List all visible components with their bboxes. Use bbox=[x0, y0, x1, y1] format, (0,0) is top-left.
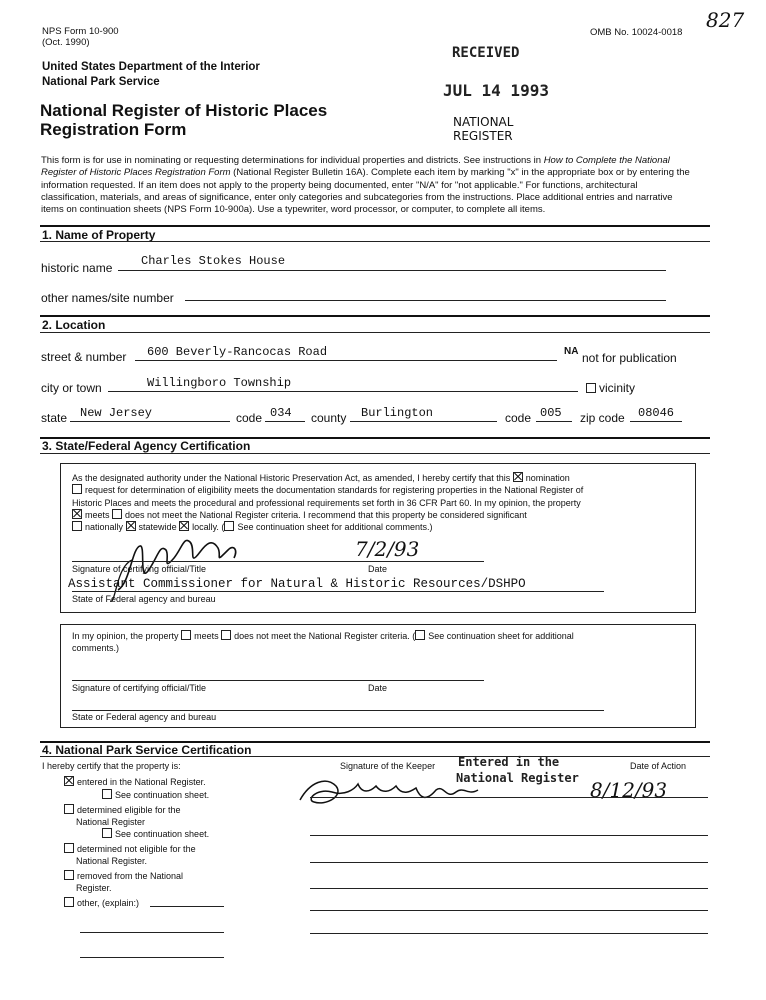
received-date-stamp: JUL 14 1993 bbox=[443, 81, 549, 100]
option-eligible-line-2: National Register bbox=[76, 817, 146, 827]
vicinity-option[interactable]: vicinity bbox=[586, 381, 635, 395]
option-removed-line-2: Register. bbox=[76, 883, 112, 893]
cert-line-4: meets does not meet the National Register criteria. I recommend that this property be considered significant bbox=[72, 509, 527, 521]
eligible-checkbox[interactable] bbox=[64, 804, 74, 814]
opinion-continuation-checkbox[interactable] bbox=[415, 630, 425, 640]
does-not-meet-checkbox[interactable] bbox=[112, 509, 122, 519]
entered-stamp-line-1: Entered in the bbox=[458, 755, 560, 769]
cert-line-3: Historic Places and meets the procedural and professional requirements set forth in 36 CFR Part 60. In my opinion, the property bbox=[72, 498, 581, 508]
section-2-heading: 2. Location bbox=[42, 318, 106, 332]
not-for-publication-label: not for publication bbox=[582, 351, 677, 365]
option-other[interactable]: other, (explain:) bbox=[64, 897, 139, 909]
form-number: NPS Form 10-900 bbox=[42, 26, 119, 37]
service: National Park Service bbox=[42, 76, 160, 88]
keeper-label: Signature of the Keeper bbox=[340, 761, 436, 771]
instructions-paragraph: This form is for use in nominating or requesting determinations for individual properties and districts. See instructions in How to Complete the National Register of Historic Places Registration Form (National Register Bulletin 16A). Complete each item by marking "x" in the appropriate box or by entering the information requested. If an item does not apply to the property being documented, enter "N/A" for "not applicable." For functions, architectural classification, materials, and areas of significance, enter only categories and subcategories from the instructions. Place additional entries and narrative items on continuation sheets (NPS Form 10-900a). Use a typewriter, word processor, or computer, to complete all items. bbox=[41, 155, 690, 216]
page-subtitle: Registration Form bbox=[40, 120, 187, 139]
city-label: city or town bbox=[41, 381, 102, 395]
stamp-national: NATIONAL bbox=[453, 115, 514, 129]
county-code-value[interactable]: 005 bbox=[540, 406, 562, 420]
continuation-1-checkbox[interactable] bbox=[102, 789, 112, 799]
city-value[interactable]: Willingboro Township bbox=[147, 376, 292, 390]
nomination-checkbox[interactable] bbox=[513, 472, 523, 482]
option-not-eligible-line-2: National Register. bbox=[76, 856, 148, 866]
opinion-line-1: In my opinion, the property meets does not meet the National Register criteria. ( See continuation sheet for additional bbox=[72, 631, 574, 641]
county-code-label: code bbox=[505, 411, 532, 425]
street-label: street & number bbox=[41, 350, 127, 364]
historic-name-value[interactable]: Charles Stokes House bbox=[141, 254, 286, 268]
signature-2-label: Signature of certifying official/Title bbox=[72, 683, 207, 693]
state-code-value[interactable]: 034 bbox=[270, 406, 292, 420]
certify-label: I hereby certify that the property is: bbox=[42, 761, 181, 771]
street-value[interactable]: 600 Beverly-Rancocas Road bbox=[147, 345, 328, 359]
historic-name-label: historic name bbox=[41, 261, 113, 275]
request-checkbox[interactable] bbox=[72, 484, 82, 494]
agency-value[interactable]: Assistant Commissioner for Natural & Historic Resources/DSHPO bbox=[68, 577, 526, 591]
opinion-line-2: comments.) bbox=[72, 643, 120, 653]
agency-2-label: State or Federal agency and bureau bbox=[72, 712, 217, 722]
form-date: (Oct. 1990) bbox=[42, 37, 90, 48]
option-removed[interactable]: removed from the National bbox=[64, 870, 183, 882]
zip-label: zip code bbox=[580, 411, 625, 425]
cert-line-1: As the designated authority under the National Historic Preservation Act, as amended, I hereby certify that this nomination bbox=[72, 473, 570, 483]
removed-checkbox[interactable] bbox=[64, 870, 74, 880]
option-not-eligible[interactable]: determined not eligible for the bbox=[64, 843, 196, 855]
section-1-heading: 1. Name of Property bbox=[42, 228, 156, 242]
date-label: Date bbox=[368, 564, 388, 574]
stamp-register: REGISTER bbox=[453, 129, 513, 143]
entered-stamp-line-2: National Register bbox=[456, 771, 579, 785]
vicinity-checkbox[interactable] bbox=[586, 383, 596, 393]
keeper-date: 8/12/93 bbox=[590, 778, 668, 802]
agency-label: State of Federal agency and bureau bbox=[72, 594, 216, 604]
opinion-does-not-meet-checkbox[interactable] bbox=[221, 630, 231, 640]
keeper-signature bbox=[296, 772, 496, 812]
county-label: county bbox=[311, 411, 347, 425]
section-4-heading: 4. National Park Service Certification bbox=[42, 743, 252, 757]
option-entered[interactable]: entered in the National Register. bbox=[64, 776, 206, 788]
signature-label: Signature of certifying official/Title bbox=[72, 564, 207, 574]
meets-checkbox[interactable] bbox=[72, 509, 82, 519]
page-title: National Register of Historic Places bbox=[40, 101, 328, 120]
omb-number: OMB No. 10024-0018 bbox=[590, 27, 683, 38]
nationally-checkbox[interactable] bbox=[72, 521, 82, 531]
na-mark: NA bbox=[564, 346, 579, 357]
option-continuation-2[interactable]: See continuation sheet. bbox=[102, 828, 209, 840]
other-names-label: other names/site number bbox=[41, 291, 174, 305]
handwritten-number: 827 bbox=[706, 8, 745, 32]
entered-checkbox[interactable] bbox=[64, 776, 74, 786]
not-eligible-checkbox[interactable] bbox=[64, 843, 74, 853]
cert-line-5: nationally statewide locally. ( See continuation sheet for additional comments.) bbox=[72, 521, 433, 533]
county-value[interactable]: Burlington bbox=[361, 406, 434, 420]
date-of-action-label: Date of Action bbox=[630, 761, 687, 771]
date-2-label: Date bbox=[368, 683, 388, 693]
opinion-meets-checkbox[interactable] bbox=[181, 630, 191, 640]
section-3-heading: 3. State/Federal Agency Certification bbox=[42, 439, 251, 453]
continuation-2-checkbox[interactable] bbox=[102, 828, 112, 838]
state-code-label: code bbox=[236, 411, 263, 425]
zip-value[interactable]: 08046 bbox=[638, 406, 675, 420]
cert-line-2: request for determination of eligibility meets the documentation standards for registering properties in the National Register of bbox=[72, 484, 583, 496]
state-value[interactable]: New Jersey bbox=[80, 406, 153, 420]
state-label: state bbox=[41, 411, 68, 425]
certifying-date: 7/2/93 bbox=[355, 537, 420, 561]
option-continuation-1[interactable]: See continuation sheet. bbox=[102, 789, 209, 801]
department: United States Department of the Interior bbox=[42, 61, 260, 73]
received-stamp: RECEIVED bbox=[452, 45, 520, 61]
option-eligible[interactable]: determined eligible for the bbox=[64, 804, 181, 816]
other-checkbox[interactable] bbox=[64, 897, 74, 907]
